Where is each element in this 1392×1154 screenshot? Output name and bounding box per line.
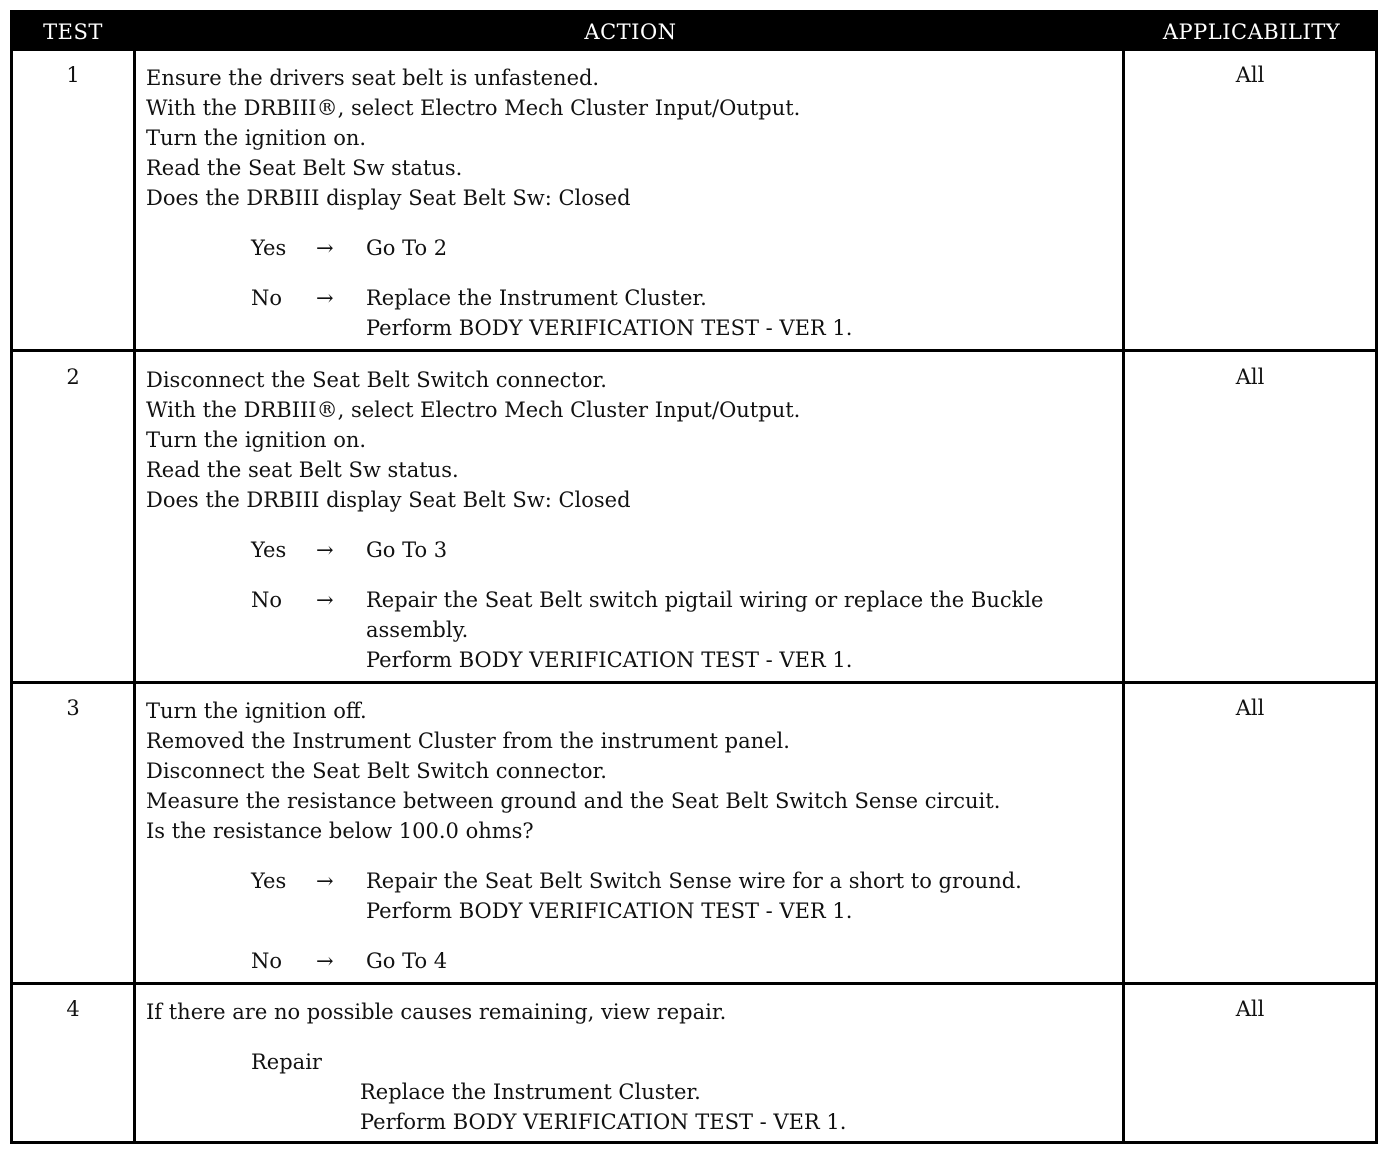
instruction-line: Turn the ignition on.: [146, 428, 367, 452]
repair-label: Repair: [251, 1050, 322, 1074]
row-divider: [13, 349, 1375, 352]
instruction-line: Disconnect the Seat Belt Switch connector.: [146, 759, 607, 783]
applicability-value: All: [1235, 365, 1265, 389]
no-branch: [146, 283, 1126, 343]
yes-branch: [146, 535, 1126, 565]
test-3-action: [146, 696, 1126, 976]
table-header: [13, 13, 1375, 51]
instruction-line: With the DRBIII®, select Electro Mech Cluster Input/Output.: [146, 398, 801, 422]
yes-result: Go To 2: [366, 236, 448, 260]
repair-text: Replace the Instrument Cluster.: [360, 1080, 701, 1104]
yes-result: Perform BODY VERIFICATION TEST - VER 1.: [366, 899, 853, 923]
row-divider: [13, 982, 1375, 985]
instruction-line: If there are no possible causes remaining, view repair.: [146, 1000, 727, 1024]
applicability-value: All: [1235, 696, 1265, 720]
no-branch: [146, 946, 1126, 976]
repair-branch: [146, 1047, 1126, 1137]
yes-branch: [146, 866, 1126, 926]
instruction-line: Read the Seat Belt Sw status.: [146, 156, 463, 180]
applicability-value: All: [1235, 63, 1265, 87]
no-branch: [146, 585, 1126, 675]
test-4-action: [146, 997, 1126, 1137]
test-number: 2: [66, 365, 80, 389]
instruction-line: Does the DRBIII display Seat Belt Sw: Closed: [146, 186, 631, 210]
header-applicability: APPLICABILITY: [1162, 20, 1341, 44]
repair-text: Perform BODY VERIFICATION TEST - VER 1.: [360, 1110, 847, 1134]
no-label: No: [251, 286, 283, 310]
arrow-icon: →: [316, 949, 334, 973]
yes-result: Go To 3: [366, 538, 448, 562]
instruction-line: Disconnect the Seat Belt Switch connector.: [146, 368, 607, 392]
diagnostic-test-table: [10, 10, 1378, 1144]
arrow-icon: →: [316, 236, 334, 260]
column-divider: [133, 51, 136, 1141]
instruction-line: Does the DRBIII display Seat Belt Sw: Closed: [146, 488, 631, 512]
no-result: Replace the Instrument Cluster.: [366, 286, 707, 310]
arrow-icon: →: [316, 869, 334, 893]
instruction-line: Turn the ignition on.: [146, 126, 367, 150]
no-result: assembly.: [366, 618, 469, 642]
arrow-icon: →: [316, 588, 334, 612]
yes-branch: [146, 233, 1126, 263]
no-label: No: [251, 588, 283, 612]
no-result: Perform BODY VERIFICATION TEST - VER 1.: [366, 648, 853, 672]
no-result: Go To 4: [366, 949, 448, 973]
no-result: Perform BODY VERIFICATION TEST - VER 1.: [366, 316, 853, 340]
yes-label: Yes: [251, 869, 287, 893]
applicability-value: All: [1235, 997, 1265, 1021]
no-result: Repair the Seat Belt switch pigtail wiring or replace the Buckle: [366, 588, 1044, 612]
header-action: ACTION: [584, 20, 677, 44]
instruction-line: Measure the resistance between ground and the Seat Belt Switch Sense circuit.: [146, 789, 1001, 813]
test-number: 1: [66, 63, 80, 87]
instruction-line: Read the seat Belt Sw status.: [146, 458, 459, 482]
test-2-action: [146, 365, 1126, 675]
instruction-line: Is the resistance below 100.0 ohms?: [146, 819, 534, 843]
test-number: 3: [66, 696, 80, 720]
instruction-line: Turn the ignition off.: [146, 699, 367, 723]
yes-label: Yes: [251, 538, 287, 562]
row-divider: [13, 681, 1375, 684]
instruction-line: With the DRBIII®, select Electro Mech Cluster Input/Output.: [146, 96, 801, 120]
yes-label: Yes: [251, 236, 287, 260]
yes-result: Repair the Seat Belt Switch Sense wire for a short to ground.: [366, 869, 1022, 893]
header-test: TEST: [43, 20, 103, 44]
arrow-icon: →: [316, 538, 334, 562]
test-number: 4: [66, 997, 80, 1021]
test-1-action: [146, 63, 1126, 343]
arrow-icon: →: [316, 286, 334, 310]
instruction-line: Removed the Instrument Cluster from the instrument panel.: [146, 729, 790, 753]
instruction-line: Ensure the drivers seat belt is unfastened.: [146, 66, 600, 90]
no-label: No: [251, 949, 283, 973]
